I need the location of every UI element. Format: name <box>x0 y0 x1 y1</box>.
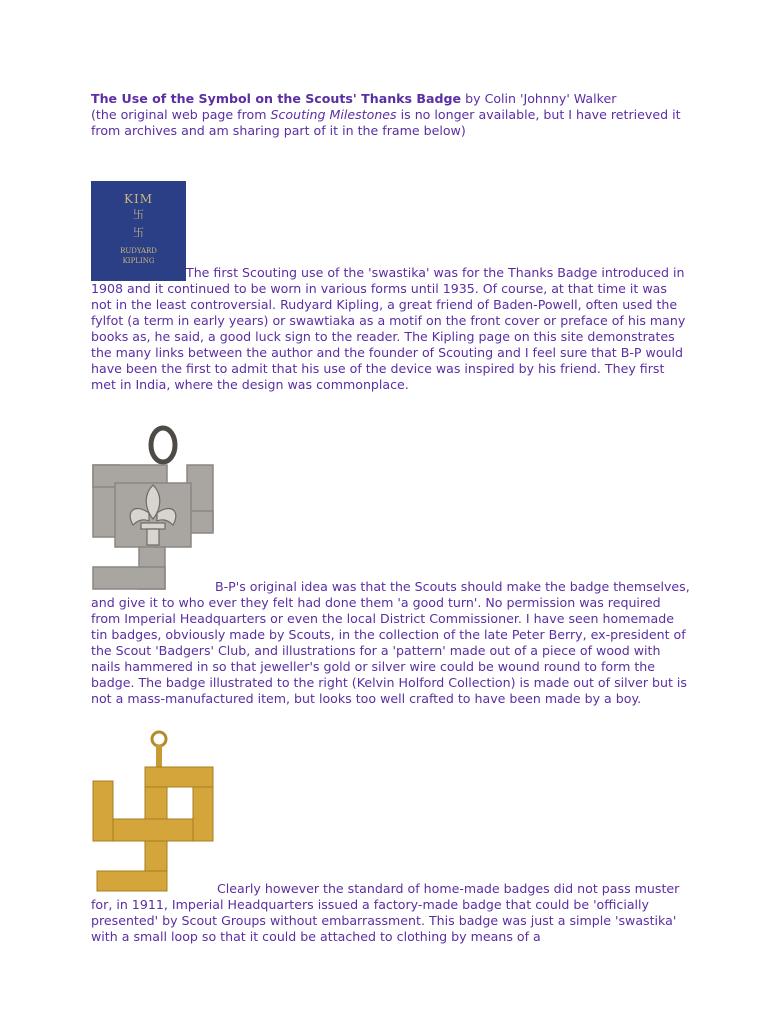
book-symbol: 卐 <box>133 208 144 221</box>
author-byline: by Colin 'Johnny' Walker <box>461 91 617 106</box>
paragraph-3-text: Clearly however the standard of home-made badges did not pass muster for, in 1911, Imperial Headquarters issued a factory-made badge that could be 'officially presented' by Scout Groups without embarrassment. This badge was just a simple 'swastika' with a small loop so that it could be attached to clothing by means of a <box>91 881 680 944</box>
book-author-first: RUDYARD <box>120 247 157 255</box>
gold-thanks-badge-image <box>91 729 215 897</box>
heading <box>91 91 691 107</box>
paragraph-1-text: The first Scouting use of the 'swastika' was for the Thanks Badge introduced in 1908 and it continued to be worn in various forms until 1935. Of course, at that time it was not in the least controversial. Rudyard Kipling, a great friend of Baden-Powell, often used the fylfot (a term in early years) or swawtiaka as a motif on the front cover or preface of his many books as, he said, a good luck sign to the reader. The Kipling page on this site demonstrates the many links between the author and the founder of Scouting and I feel sure that B-P would have been the first to admit that his use of the device was inspired by his friend. They first met in India, where the design was commonplace. <box>91 265 686 392</box>
book-title: KIM <box>124 192 153 206</box>
paragraph-2-text: B-P's original idea was that the Scouts should make the badge themselves, and give it to who ever they felt had done them 'a good turn'. No permission was required from Imperial Headquarters or even the local District Commissioner. I have seen homemade tin badges, obviously made by Scouts, in the collection of the late Peter Berry, ex-president of the Scout 'Badgers' Club, and illustrations for a 'pattern' made out of a piece of wood with nails hammered in so that jeweller's gold or silver wire could be wound round to form the badge. The badge illustrated to the right (Kelvin Holford Collection) is made out of silver but is not a mass-manufactured item, but looks too well crafted to have been made by a boy. <box>91 579 690 706</box>
book-author-last: KIPLING <box>122 257 155 265</box>
paragraph-1 <box>91 161 691 393</box>
article-title: The Use of the Symbol on the Scouts' Thanks Badge <box>91 91 462 106</box>
book-symbol: 卐 <box>133 226 144 239</box>
kim-book-cover-image <box>91 181 186 281</box>
intro-source-title: Scouting Milestones <box>270 107 397 122</box>
intro-note <box>91 107 691 139</box>
document-body <box>91 91 691 945</box>
paragraph-3 <box>91 729 691 945</box>
intro-text-start: (the original web page from <box>91 107 271 122</box>
silver-thanks-badge-image <box>91 423 215 595</box>
intro-text-end: is no longer available, but I have retrieved it from archives and am sharing part of it in the frame below) <box>91 107 681 138</box>
paragraph-2 <box>91 423 691 707</box>
